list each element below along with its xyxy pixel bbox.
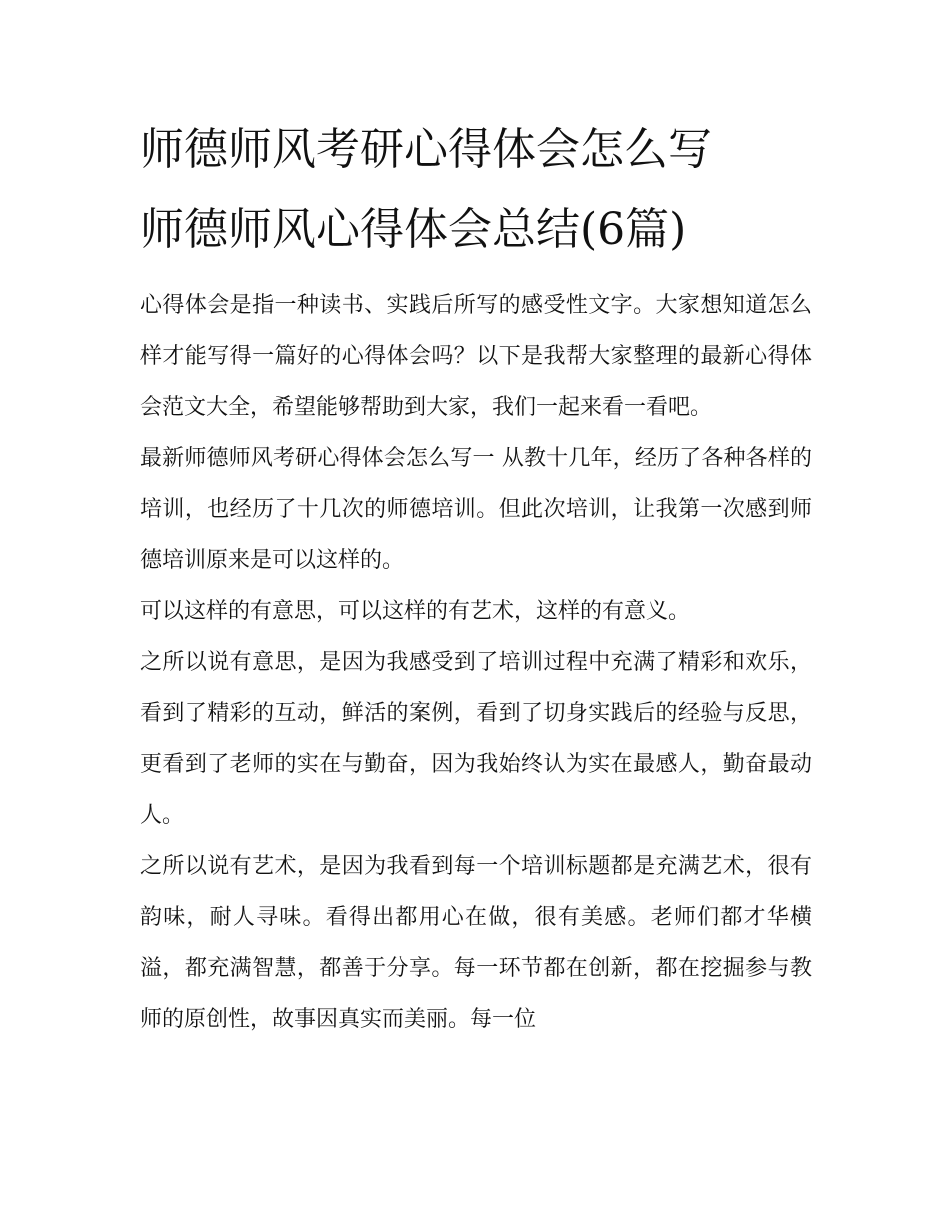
title-line-1: 师德师风考研心得体会怎么写 — [140, 124, 712, 175]
paragraph-intro: 心得体会是指一种读书、实践后所写的感受性文字。大家想知道怎么样才能写得一篇好的心得体会吗？以下是我帮大家整理的最新心得体会范文大全，希望能够帮助到大家，我们一起来看一看吧。 — [140, 293, 812, 420]
paragraph-3: 之所以说有意思，是因为我感受到了培训过程中充满了精彩和欢乐，看到了精彩的互动，鲜活的案例，看到了切身实践后的经验与反思，更看到了老师的实在与勤奋，因为我始终认为实在最感人，勤奋最动人。 — [140, 650, 812, 828]
document-page — [140, 110, 812, 1045]
paragraph-2: 可以这样的有意思，可以这样的有艺术，这样的有意义。 — [140, 599, 691, 624]
title-line-2: 师德师风心得体会总结(6篇) — [140, 204, 687, 255]
document-body — [140, 280, 812, 1045]
paragraph-1: 最新师德师风考研心得体会怎么写一 从教十几年，经历了各种各样的培训，也经历了十几次的师德培训。但此次培训，让我第一次感到师德培训原来是可以这样的。 — [140, 446, 812, 573]
paragraph-4: 之所以说有艺术，是因为我看到每一个培训标题都是充满艺术，很有韵味，耐人寻味。看得出都用心在做，很有美感。老师们都才华横溢，都充满智慧，都善于分享。每一环节都在创新，都在挖掘参与教师的原创性，故事因真实而美丽。每一位 — [140, 854, 812, 1032]
document-title — [140, 110, 812, 270]
